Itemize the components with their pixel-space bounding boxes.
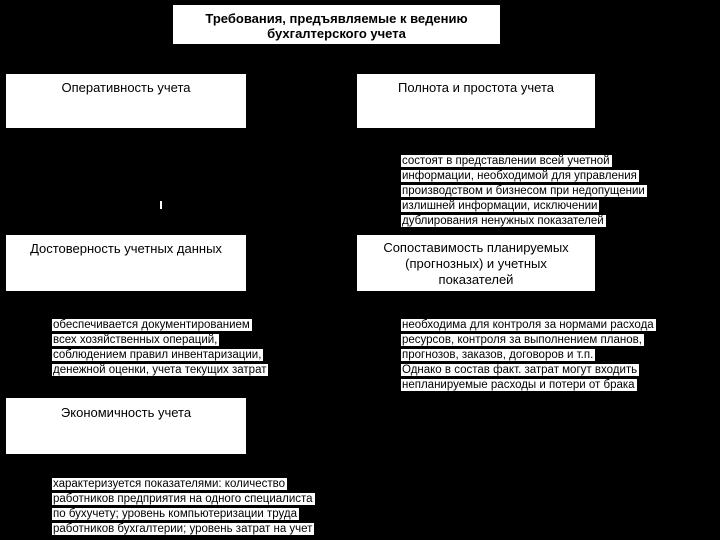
box-comparability-line-2: (прогнозных) и учетных	[405, 256, 547, 271]
note-comparability-line: непланируемые расходы и потери от брака	[402, 379, 635, 391]
box-comparability	[356, 234, 596, 292]
note-reliability-line: обеспечивается документированием	[53, 319, 250, 331]
note-comparability-line: необходима для контроля за нормами расхода	[402, 319, 654, 331]
note-reliability-line: денежной оценки, учета текущих затрат	[53, 364, 267, 376]
note-reliability	[52, 318, 268, 378]
box-completeness	[356, 73, 596, 129]
note-completeness-line: дублирования ненужных показателей	[402, 215, 604, 227]
title-line-1: Требования, предъявляемые к ведению	[205, 11, 468, 26]
note-comparability-line: ресурсов, контроля за выполнением планов,	[402, 334, 642, 346]
note-completeness-line: производством и бизнесом при недопущении	[402, 185, 645, 197]
note-comparability-line: прогнозов, заказов, договоров и т.п.	[402, 349, 594, 361]
note-economy	[52, 477, 315, 537]
note-completeness-line: информации, необходимой для управления	[402, 170, 637, 182]
note-economy-line: работников бухгалтерии; уровень затрат на учет	[53, 523, 313, 535]
box-operativeness-label: Оперативность учета	[61, 80, 191, 95]
note-completeness-line: излишней информации, исключении	[402, 200, 598, 212]
note-reliability-line: соблюдением правил инвентаризации,	[53, 349, 262, 361]
connector-tick	[160, 201, 162, 209]
note-comparability	[401, 318, 656, 393]
note-economy-line: характеризуется показателями: количество	[53, 478, 286, 490]
note-economy-line: работников предприятия на одного специалиста	[53, 493, 313, 505]
note-comparability-line: Однако в состав факт. затрат могут входить	[402, 364, 638, 376]
note-reliability-line: всех хозяйственных операций,	[53, 334, 218, 346]
box-economy	[5, 397, 247, 455]
note-completeness-line: состоят в представлении всей учетной	[402, 155, 610, 167]
box-comparability-line-3: показателей	[438, 272, 514, 287]
box-operativeness	[5, 73, 247, 129]
box-completeness-label: Полнота и простота учета	[397, 80, 555, 95]
box-economy-label: Экономичность учета	[60, 405, 192, 420]
note-economy-line: по бухучету; уровень компьютеризации труда	[53, 508, 297, 520]
note-completeness	[401, 154, 647, 229]
box-comparability-line-1: Сопоставимость планируемых	[383, 240, 569, 255]
box-reliability-label: Достоверность учетных данных	[30, 241, 222, 256]
diagram-title	[172, 4, 501, 45]
title-line-2: бухгалтерского учета	[267, 26, 406, 41]
box-reliability	[5, 234, 247, 292]
